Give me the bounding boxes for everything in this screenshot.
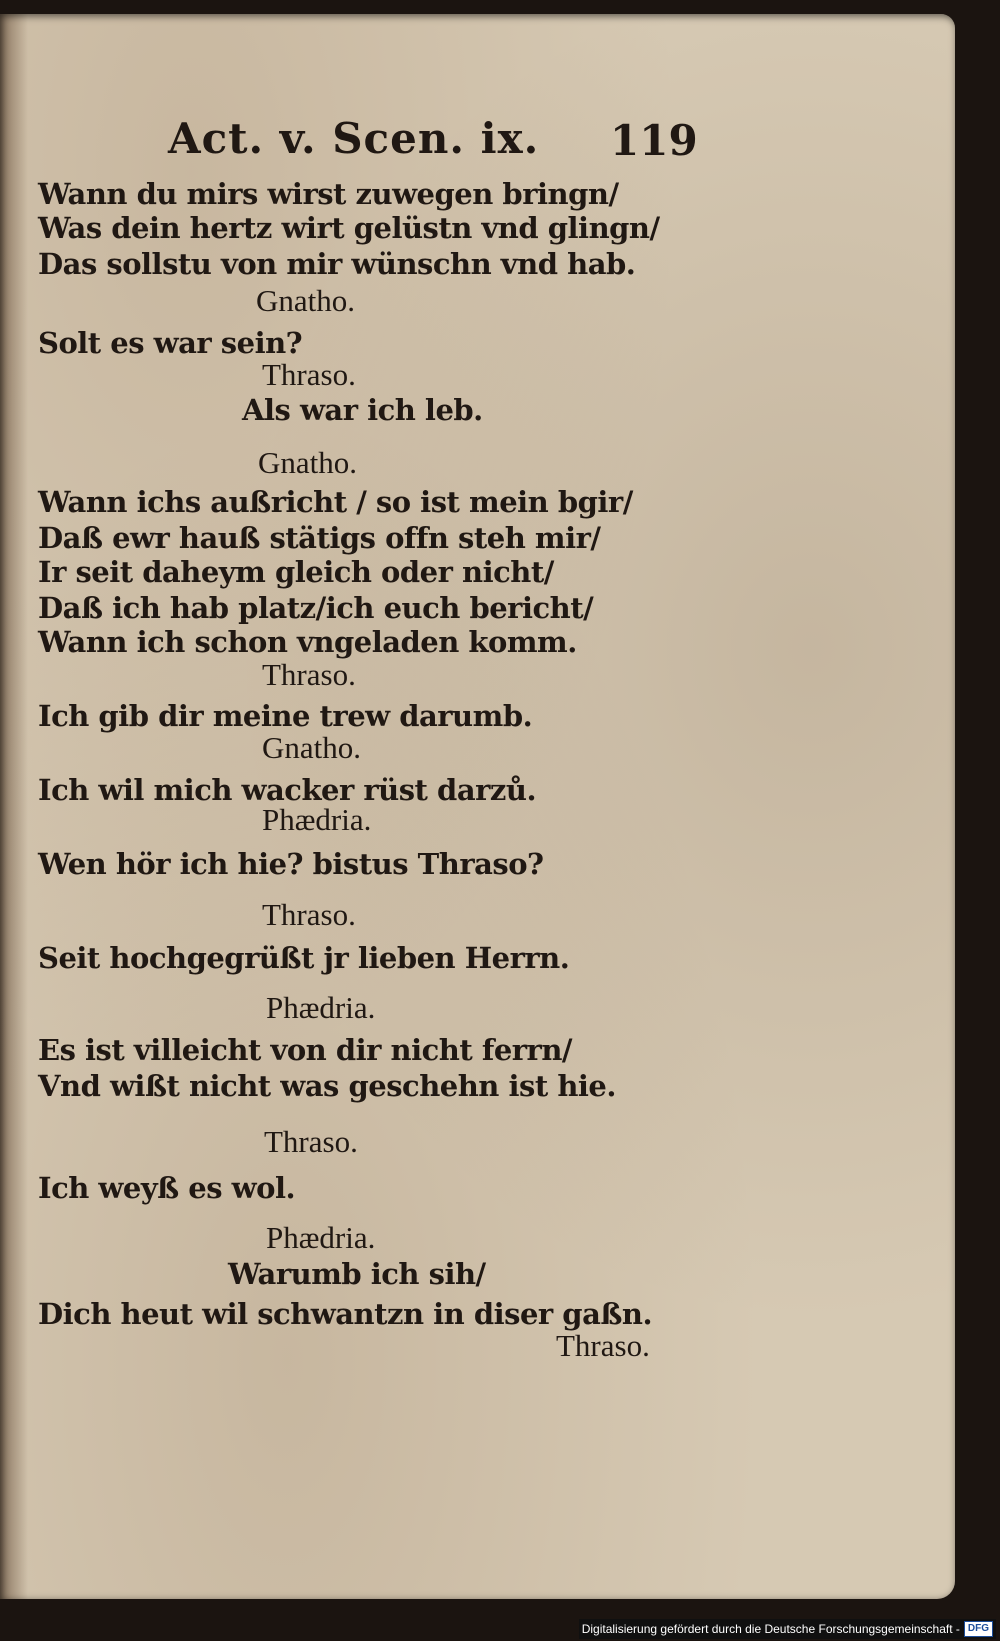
text-line: Wann du mirs wirst zuwegen bringn/ — [38, 177, 619, 211]
running-title: Act. v. Scen. ix. — [168, 114, 540, 163]
text-line: Daß ich hab platz/ich euch bericht/ — [38, 591, 594, 625]
speaker-name: Thraso. — [262, 897, 356, 932]
text-line: Als war ich leb. — [242, 393, 483, 427]
text-line: Vnd wißt nicht was geschehn ist hie. — [38, 1069, 616, 1103]
dfg-logo: DFG — [964, 1621, 993, 1637]
text-line: Ich wil mich wacker rüst darzů. — [38, 773, 537, 807]
text-line: Seit hochgegrüßt jr lieben Herrn. — [38, 941, 570, 975]
text-line: Ir seit daheym gleich oder nicht/ — [38, 555, 554, 589]
text-line: Daß ewr hauß stätigs offn steh mir/ — [38, 521, 601, 555]
speaker-name: Phædria. — [266, 990, 376, 1025]
text-line: Wann ichs außricht / so ist mein bgir/ — [38, 485, 633, 519]
catchword: Thraso. — [556, 1328, 650, 1363]
text-line: Warumb ich sih/ — [228, 1257, 486, 1291]
text-line: Was dein hertz wirt gelüstn vnd glingn/ — [38, 211, 660, 245]
text-line: Das sollstu von mir wünschn vnd hab. — [38, 247, 636, 281]
book-page — [0, 14, 955, 1599]
text-line: Ich weyß es wol. — [38, 1171, 296, 1205]
text-line: Wann ich schon vngeladen komm. — [38, 625, 577, 659]
speaker-name: Gnatho. — [262, 730, 362, 765]
page-number: 119 — [610, 116, 698, 165]
speaker-name: Gnatho. — [258, 445, 358, 480]
speaker-name: Thraso. — [262, 657, 356, 692]
speaker-name: Gnatho. — [256, 283, 356, 318]
text-line: Wen hör ich hie? bistus Thraso? — [38, 847, 544, 881]
speaker-name: Thraso. — [262, 357, 356, 392]
text-line: Es ist villeicht von dir nicht ferrn/ — [38, 1033, 573, 1067]
speaker-name: Phædria. — [262, 802, 372, 837]
text-line: Solt es war sein? — [38, 326, 303, 360]
text-line: Dich heut wil schwantzn in diser gaßn. — [38, 1297, 653, 1331]
speaker-name: Thraso. — [264, 1124, 358, 1159]
text-line: Ich gib dir meine trew darumb. — [38, 699, 533, 733]
speaker-name: Phædria. — [266, 1220, 376, 1255]
credit-text: Digitalisierung gefördert durch die Deutsche Forschungsgemeinschaft - — [581, 1622, 960, 1636]
digitization-credit — [579, 1619, 996, 1639]
